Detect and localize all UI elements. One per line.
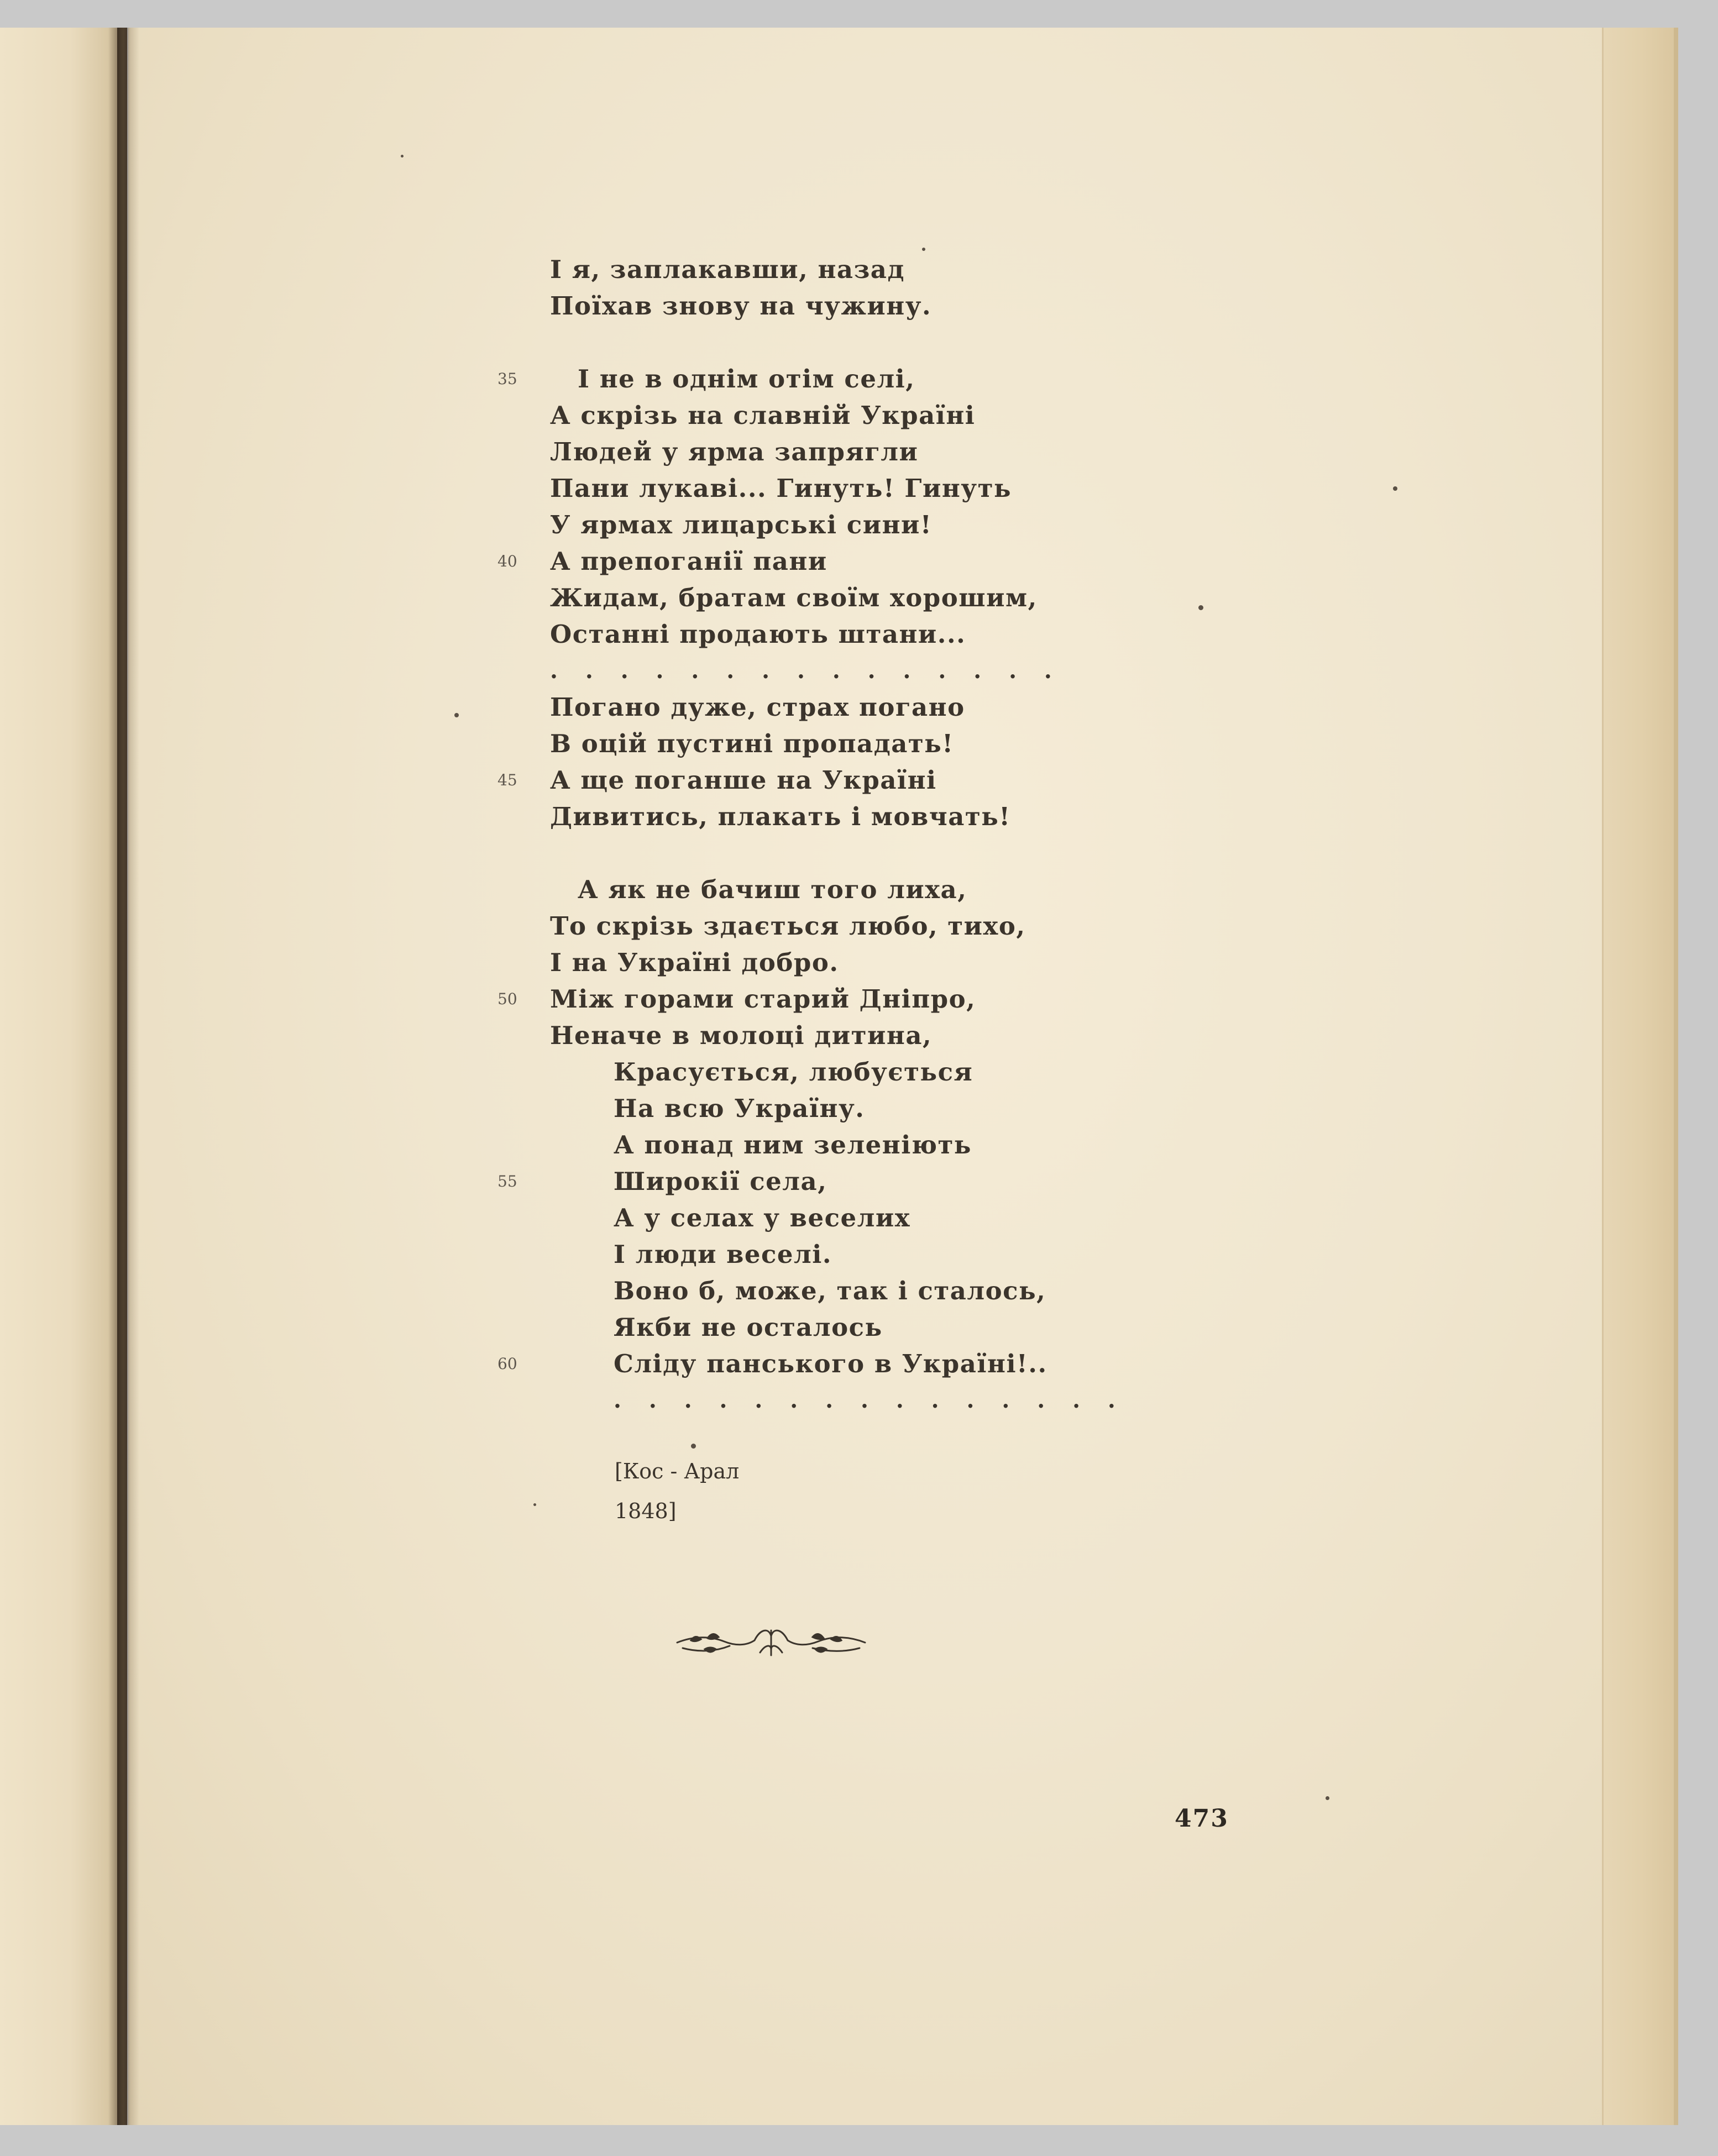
page-number: 473 xyxy=(1175,1804,1229,1833)
poem-line-text: Красується, любується xyxy=(614,1057,973,1087)
poem-line-text: І я, заплакавши, назад xyxy=(550,255,905,284)
paper-speck xyxy=(1198,605,1203,610)
poem-line xyxy=(550,288,1125,324)
paper-speck xyxy=(533,1503,536,1506)
poem-line-text: І люди веселі. xyxy=(614,1240,832,1269)
poem-line xyxy=(550,1236,1125,1273)
poem-line xyxy=(550,1309,1125,1346)
poem-line xyxy=(497,762,1125,799)
stanza-gap xyxy=(550,835,1125,872)
line-number: 35 xyxy=(497,370,517,388)
poem-line-text: То скрізь здається любо, тихо, xyxy=(550,911,1026,941)
poem-line-text: Людей у ярма запрягли xyxy=(550,437,919,466)
poem-line-text: Між горами старий Дніпро, xyxy=(550,984,976,1014)
poem-line-text: Сліду панського в Україні!.. xyxy=(614,1349,1047,1378)
poem-line-text: Неначе в молоці дитина, xyxy=(550,1021,933,1050)
poem-line xyxy=(550,251,1125,288)
poem-line xyxy=(550,1200,1125,1236)
poem-line xyxy=(550,397,1125,434)
poem-line-text: Жидам, братам своїм хорошим, xyxy=(550,583,1038,612)
poem-line xyxy=(550,616,1125,653)
poem-line xyxy=(497,543,1125,580)
poem-line xyxy=(550,872,1125,908)
poem-line xyxy=(550,945,1125,981)
poem-line xyxy=(550,726,1125,762)
poem-line-text: Широкії села, xyxy=(614,1167,827,1196)
poem-line xyxy=(550,1127,1125,1163)
poem-line-text: Воно б, може, так і сталось, xyxy=(614,1276,1046,1305)
poem-line xyxy=(550,434,1125,470)
poem-line-text: І не в однім отім селі, xyxy=(578,364,915,394)
facing-page-edge xyxy=(0,28,127,2125)
line-number: 60 xyxy=(497,1355,517,1373)
poem-line xyxy=(497,1163,1125,1200)
poem-line xyxy=(550,470,1125,507)
poem-line-text: . . . . . . . . . . . . . . . xyxy=(614,1387,1125,1413)
poem-line-text: На всю Україну. xyxy=(614,1094,865,1123)
line-number: 55 xyxy=(497,1172,517,1190)
poem-line-text: . . . . . . . . . . . . . . . xyxy=(550,658,1062,684)
paper-speck xyxy=(691,1444,696,1449)
paper-speck xyxy=(1326,1796,1329,1800)
poem-line xyxy=(550,1054,1125,1090)
poem-line xyxy=(550,908,1125,945)
paper-speck xyxy=(922,248,925,251)
poem-line xyxy=(550,1382,1125,1419)
poem-line xyxy=(497,981,1125,1017)
poem-text xyxy=(497,251,1125,1419)
dateline-place: [Кос - Арал xyxy=(615,1459,740,1483)
poem-line-text: У ярмах лицарські сини! xyxy=(550,510,933,539)
poem-line xyxy=(550,1090,1125,1127)
poem-line xyxy=(497,361,1125,397)
poem-line xyxy=(550,1017,1125,1054)
poem-line xyxy=(550,580,1125,616)
line-number: 50 xyxy=(497,990,517,1008)
poem-line xyxy=(550,1273,1125,1309)
poem-line-text: Якби не осталось xyxy=(614,1313,883,1342)
poem-line-text: А скрізь на славній Україні xyxy=(550,401,976,430)
poem-line xyxy=(550,799,1125,835)
poem-line-text: В оцій пустині пропадать! xyxy=(550,729,954,758)
poem-line-text: Дивитись, плакать і мовчать! xyxy=(550,802,1011,831)
poem-line-text: Останні продають штани... xyxy=(550,620,966,649)
poem-line-text: А як не бачиш того лиха, xyxy=(578,875,967,904)
line-number: 40 xyxy=(497,552,517,570)
poem-line xyxy=(550,653,1125,689)
page-stack-edge xyxy=(1602,28,1678,2125)
stanza-gap xyxy=(550,324,1125,361)
poem-line-text: Пани лукаві... Гинуть! Гинуть xyxy=(550,474,1012,503)
poem-line-text: А препоганії пани xyxy=(550,547,827,576)
line-number: 45 xyxy=(497,771,517,789)
poem-line-text: А ще поганше на Україні xyxy=(550,765,937,795)
poem-line-text: А понад ним зеленіють xyxy=(614,1130,972,1160)
paper-speck xyxy=(454,713,459,717)
poem-line-text: І на Україні добро. xyxy=(550,948,839,977)
poem-line xyxy=(497,1346,1125,1382)
poem-line xyxy=(550,689,1125,726)
poem-line-text: Погано дуже, страх погано xyxy=(550,693,965,722)
poem-line-text: Поїхав знову на чужину. xyxy=(550,291,932,321)
poem-line-text: А у селах у веселих xyxy=(614,1203,911,1232)
floral-tailpiece-icon xyxy=(672,1619,871,1664)
paper-speck xyxy=(401,155,404,158)
paper-speck xyxy=(1393,486,1397,491)
gutter-shadow xyxy=(117,28,139,2125)
poem-line xyxy=(550,507,1125,543)
dateline-year: 1848] xyxy=(615,1499,677,1523)
